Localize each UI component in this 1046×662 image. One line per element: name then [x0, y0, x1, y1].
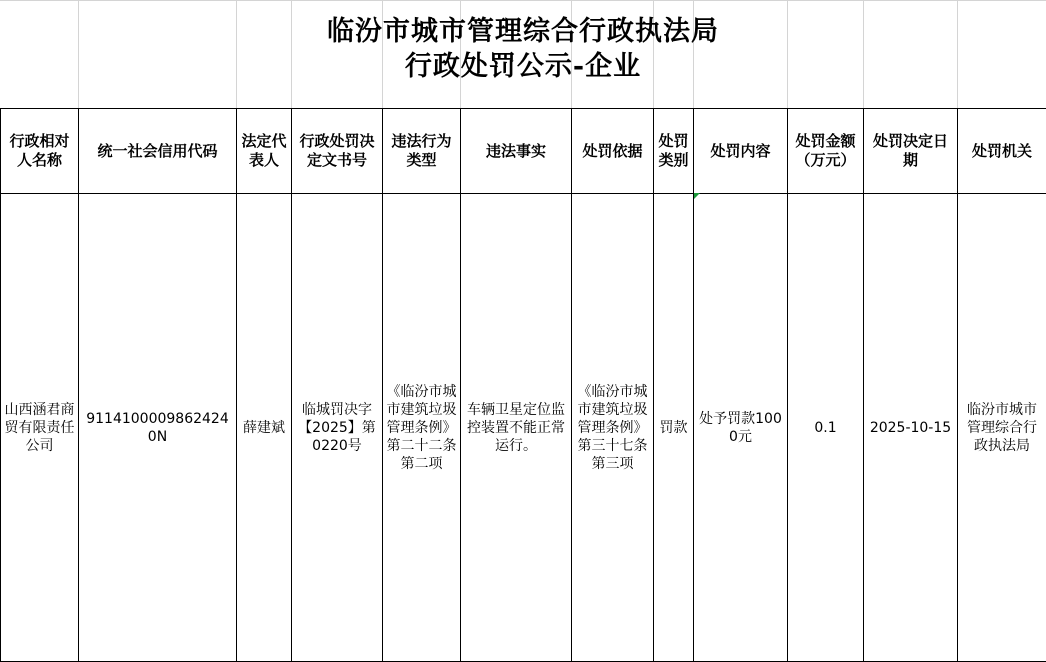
cell-facts[interactable]: 车辆卫星定位监控装置不能正常运行。: [461, 194, 572, 662]
cell-date[interactable]: 2025-10-15: [864, 194, 958, 662]
header-content[interactable]: 处罚内容: [694, 109, 788, 194]
header-legal-rep[interactable]: 法定代表人: [237, 109, 292, 194]
cell-basis[interactable]: 《临汾市城市建筑垃圾管理条例》第三十七条第三项: [572, 194, 654, 662]
cell-amount[interactable]: 0.1: [788, 194, 864, 662]
document-title: [0, 14, 1046, 84]
cell-category[interactable]: 罚款: [654, 194, 694, 662]
penalty-table: [0, 108, 1046, 662]
comment-marker-icon: [694, 193, 700, 199]
header-name[interactable]: 行政相对人名称: [1, 109, 79, 194]
header-date[interactable]: 处罚决定日期: [864, 109, 958, 194]
header-amount[interactable]: 处罚金额（万元）: [788, 109, 864, 194]
cell-content-text: 处予罚款1000元: [699, 410, 782, 445]
table-row: [1, 194, 1046, 662]
cell-decision-no[interactable]: 临城罚决字【2025】第0220号: [292, 194, 383, 662]
cell-violation-type[interactable]: 《临汾市城市建筑垃圾管理条例》第二十二条第二项: [383, 194, 461, 662]
cell-legal-rep[interactable]: 薛建斌: [237, 194, 292, 662]
cell-credit-code[interactable]: 91141000098624240N: [79, 194, 237, 662]
header-authority[interactable]: 处罚机关: [958, 109, 1046, 194]
header-category[interactable]: 处罚类别: [654, 109, 694, 194]
cell-authority[interactable]: 临汾市城市管理综合行政执法局: [958, 194, 1046, 662]
title-line-2: 行政处罚公示-企业: [404, 51, 642, 82]
header-violation-type[interactable]: 违法行为类型: [383, 109, 461, 194]
cell-name[interactable]: 山西涵君商贸有限责任公司: [1, 194, 79, 662]
header-basis[interactable]: 处罚依据: [572, 109, 654, 194]
header-credit-code[interactable]: 统一社会信用代码: [79, 109, 237, 194]
header-row: [1, 109, 1046, 194]
title-line-1: 临汾市城市管理综合行政执法局: [327, 16, 719, 47]
header-decision-no[interactable]: 行政处罚决定文书号: [292, 109, 383, 194]
cell-content[interactable]: [694, 194, 788, 662]
header-facts[interactable]: 违法事实: [461, 109, 572, 194]
